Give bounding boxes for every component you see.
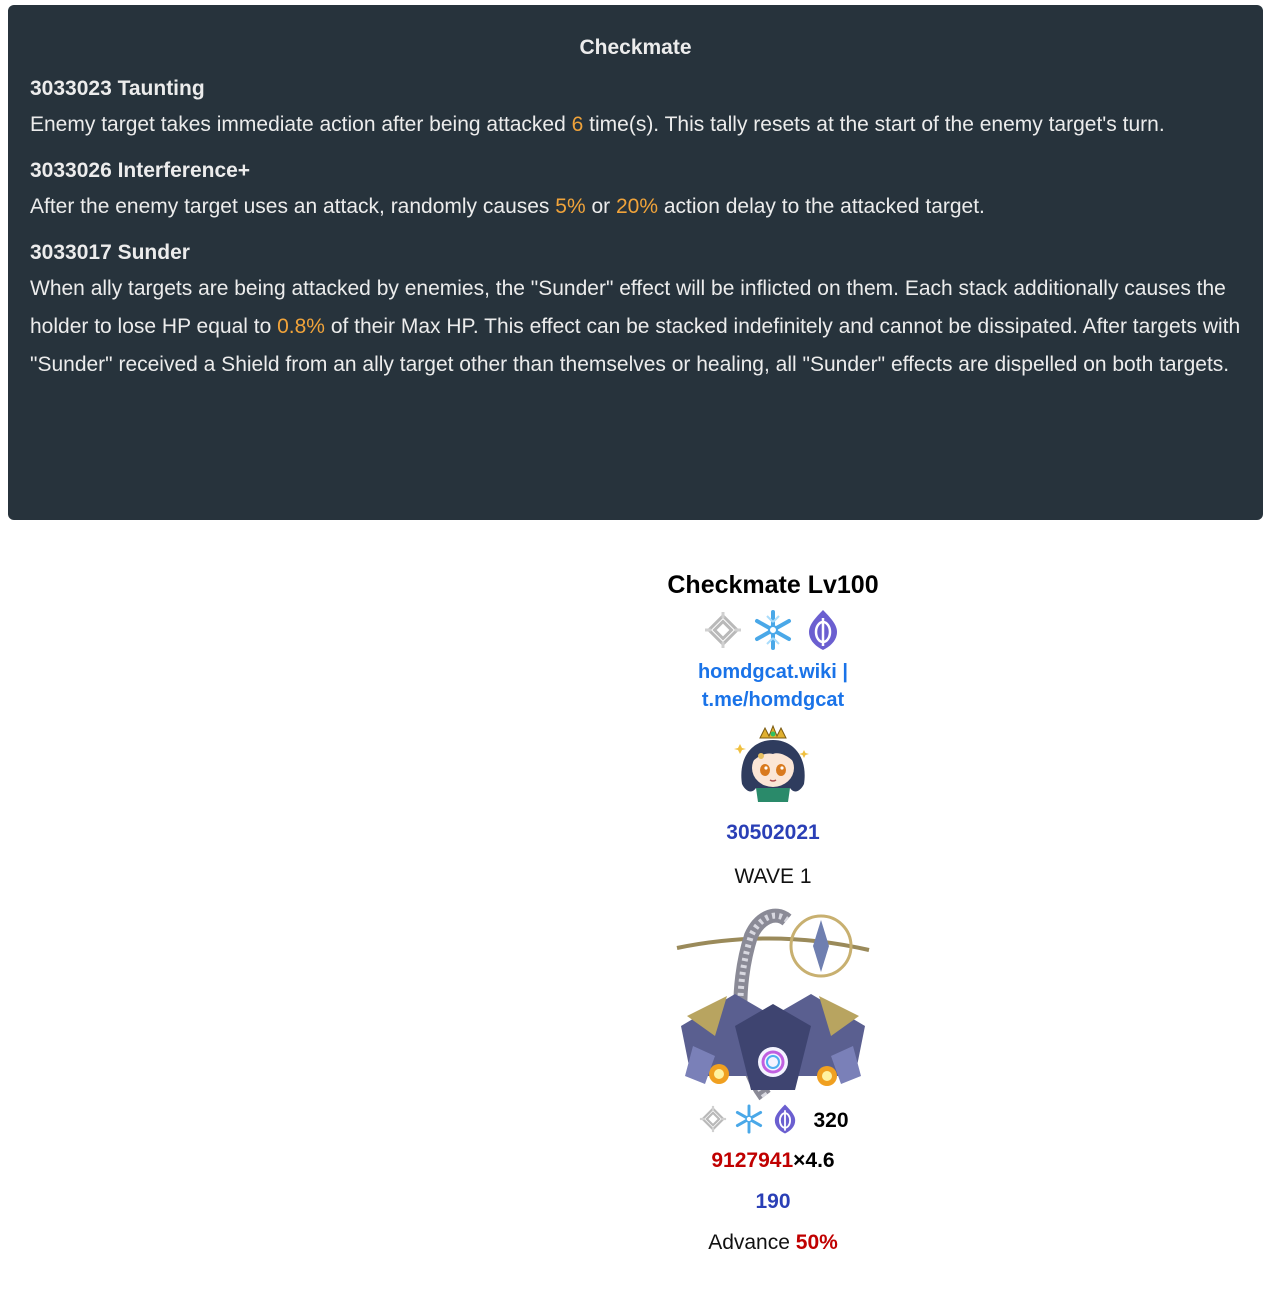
imaginary-icon — [801, 608, 845, 657]
effect-description: Enemy target takes immediate action after being attacked 6 time(s). This tally resets at the start of the enemy target's turn. — [30, 113, 1165, 136]
effect-interference — [30, 157, 1241, 226]
physical-icon — [701, 608, 745, 657]
effect-taunting — [30, 75, 1241, 144]
effect-sunder — [30, 239, 1241, 384]
effect-description: After the enemy target uses an attack, randomly causes 5% or 20% action delay to the attacked target. — [30, 195, 985, 218]
ice-icon — [751, 608, 795, 657]
advance-value: 50% — [795, 1231, 838, 1254]
enemy-title: Checkmate Lv100 — [667, 571, 879, 599]
effect-description: When ally targets are being attacked by enemies, the "Sunder" effect will be inflicted on them. Each stack additionally causes the holder to lose HP equal to 0.8% of their Max HP. This effect can be stacked indefinitely and cannot be dissipated. After targets with "Sunder" received a Shield from an ally target other than themselves or healing, all "Sunder" effects are dispelled on both targets. — [30, 277, 1241, 376]
physical-icon — [697, 1103, 729, 1140]
wave-label: WAVE 1 — [734, 865, 812, 888]
advance-line — [630, 1222, 916, 1264]
highlight-value: 6 — [571, 113, 584, 136]
character-avatar-icon — [732, 722, 814, 804]
telegram-link[interactable]: t.me/homdgcat — [701, 689, 845, 711]
hp-value: 9127941 — [711, 1149, 794, 1172]
speed-value: 190 — [755, 1190, 791, 1213]
advance-label: Advance — [708, 1231, 790, 1254]
effect-title: 3033026 Interference+ — [30, 159, 251, 182]
checkmate-boss-icon — [675, 906, 871, 1102]
highlight-value: 0.8% — [277, 315, 325, 338]
imaginary-icon — [769, 1103, 801, 1140]
stat-row — [630, 1102, 916, 1140]
link-separator: | — [842, 661, 849, 683]
effects-panel — [8, 5, 1263, 520]
ice-icon — [733, 1103, 765, 1140]
highlight-value: 20% — [615, 195, 659, 218]
weakness-icons — [630, 608, 916, 656]
level-value: 320 — [813, 1109, 849, 1132]
enemy-card — [630, 560, 916, 1264]
hp-line — [630, 1140, 916, 1182]
effect-title: 3033017 Sunder — [30, 241, 190, 264]
effect-title: 3033023 Taunting — [30, 77, 205, 100]
site-link[interactable]: homdgcat.wiki — [697, 661, 837, 683]
enemy-id: 30502021 — [726, 821, 820, 844]
panel-title: Checkmate — [579, 36, 692, 59]
hp-multiplier: ×4.6 — [793, 1149, 835, 1172]
highlight-value: 5% — [555, 195, 586, 218]
links-line — [630, 658, 916, 714]
